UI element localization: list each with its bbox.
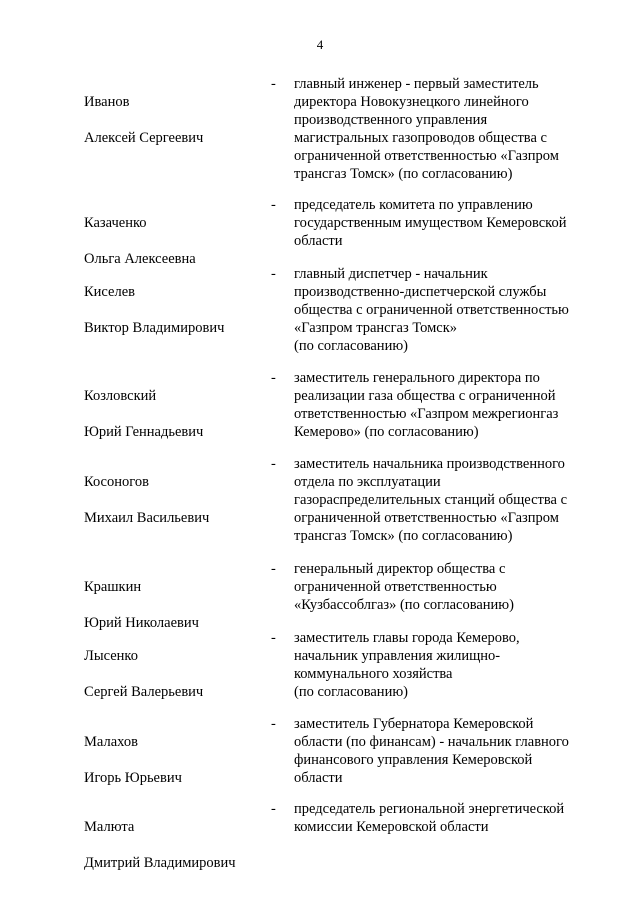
position-line: ограниченной ответственностью «Газпром: [294, 148, 559, 164]
position-line: заместитель главы города Кемерово,: [294, 630, 520, 646]
member-given-name: Алексей Сергеевич: [84, 130, 204, 146]
position-line: директора Новокузнецкого линейного: [294, 94, 529, 110]
separator-dash: -: [271, 266, 276, 282]
member-position: [294, 75, 599, 183]
position-line: председатель региональной энергетической: [294, 801, 565, 817]
member-position: [294, 715, 599, 787]
position-line: (по согласованию): [294, 338, 408, 354]
member-surname: Козловский: [84, 388, 157, 404]
position-line: отдела по эксплуатации: [294, 474, 441, 490]
member-given-name: Юрий Николаевич: [84, 615, 199, 631]
position-line: области (по финансам) - начальник главного: [294, 734, 569, 750]
member-surname: Иванов: [84, 94, 130, 110]
position-line: области: [294, 233, 343, 249]
member-name: [84, 369, 264, 459]
position-line: трансгаз Томск» (по согласованию): [294, 528, 513, 544]
position-line: «Кузбассоблгаз» (по согласованию): [294, 597, 514, 613]
position-line: заместитель начальника производственного: [294, 456, 565, 472]
member-given-name: Юрий Геннадьевич: [84, 424, 204, 440]
position-line: «Газпром трансгаз Томск»: [294, 320, 457, 336]
member-surname: Казаченко: [84, 215, 147, 231]
position-line: коммунального хозяйства: [294, 666, 453, 682]
position-line: (по согласованию): [294, 684, 408, 700]
member-name: [84, 265, 264, 355]
position-line: главный диспетчер - начальник: [294, 266, 488, 282]
position-line: финансового управления Кемеровской: [294, 752, 533, 768]
member-position: [294, 560, 599, 614]
member-surname: Крашкин: [84, 579, 142, 595]
separator-dash: -: [271, 76, 276, 92]
position-line: генеральный директор общества с: [294, 561, 506, 577]
member-surname: Киселев: [84, 284, 135, 300]
position-line: начальник управления жилищно-: [294, 648, 501, 664]
position-line: заместитель генерального директора по: [294, 370, 540, 386]
member-position: [294, 196, 599, 250]
member-surname: Косоногов: [84, 474, 149, 490]
position-line: ограниченной ответственностью «Газпром: [294, 510, 559, 526]
member-given-name: Дмитрий Владимирович: [84, 855, 236, 871]
position-line: главный инженер - первый заместитель: [294, 76, 539, 92]
page-number: 4: [316, 37, 324, 52]
separator-dash: -: [271, 561, 276, 577]
member-position: [294, 265, 599, 355]
member-given-name: Игорь Юрьевич: [84, 770, 182, 786]
separator-dash: -: [271, 801, 276, 817]
member-given-name: Виктор Владимирович: [84, 320, 225, 336]
separator-dash: -: [271, 197, 276, 213]
member-name: [84, 800, 264, 890]
member-surname: Малюта: [84, 819, 135, 835]
position-line: трансгаз Томск» (по согласованию): [294, 166, 513, 182]
separator-dash: -: [271, 630, 276, 646]
member-surname: Лысенко: [84, 648, 138, 664]
position-line: Кемерово» (по согласованию): [294, 424, 479, 440]
member-name: [84, 75, 264, 165]
position-line: председатель комитета по управлению: [294, 197, 533, 213]
member-name: [84, 629, 264, 719]
position-line: производственно-диспетчерской службы: [294, 284, 547, 300]
member-position: [294, 629, 599, 701]
position-line: производственного управления: [294, 112, 488, 128]
member-name: [84, 715, 264, 805]
position-line: государственным имуществом Кемеровской: [294, 215, 567, 231]
position-line: ответственностью «Газпром межрегионгаз: [294, 406, 559, 422]
position-line: области: [294, 770, 343, 786]
member-surname: Малахов: [84, 734, 138, 750]
position-line: газораспределительных станций общества с: [294, 492, 568, 508]
member-given-name: Ольга Алексеевна: [84, 251, 196, 267]
position-line: комиссии Кемеровской области: [294, 819, 489, 835]
position-line: магистральных газопроводов общества с: [294, 130, 547, 146]
separator-dash: -: [271, 456, 276, 472]
separator-dash: -: [271, 370, 276, 386]
position-line: заместитель Губернатора Кемеровской: [294, 716, 534, 732]
member-name: [84, 455, 264, 545]
position-line: общества с ограниченной ответственностью: [294, 302, 569, 318]
position-line: ограниченной ответственностью: [294, 579, 497, 595]
separator-dash: -: [271, 716, 276, 732]
member-position: [294, 369, 599, 441]
member-position: [294, 800, 599, 836]
position-line: реализации газа общества с ограниченной: [294, 388, 556, 404]
member-position: [294, 455, 599, 545]
member-given-name: Михаил Васильевич: [84, 510, 210, 526]
member-given-name: Сергей Валерьевич: [84, 684, 204, 700]
